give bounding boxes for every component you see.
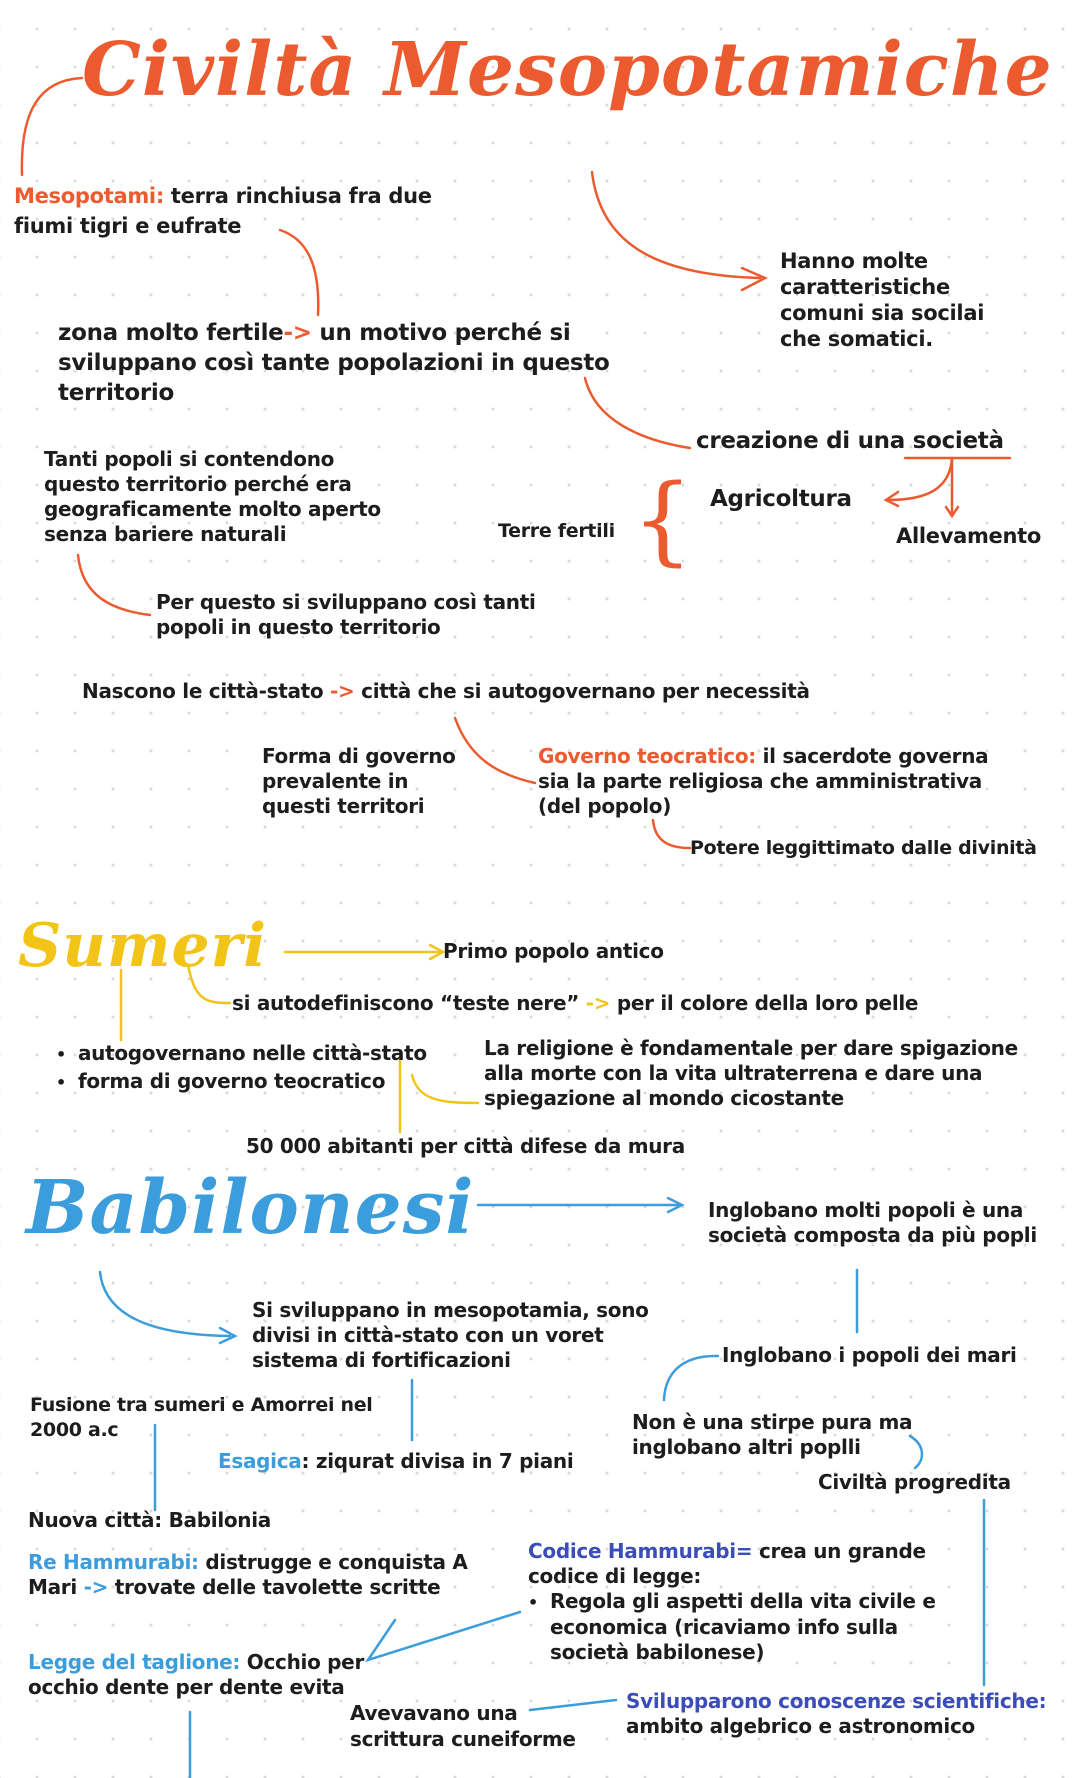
- arrow-icon: ->: [283, 320, 312, 346]
- contend-line: questo territorio perché era: [44, 472, 352, 496]
- inglobano-note: [708, 1198, 1037, 1248]
- traits-note: [780, 248, 984, 352]
- codice-bullet-cont: società babilonese): [550, 1640, 765, 1664]
- codice-line2: codice di legge:: [528, 1564, 702, 1588]
- citystate-text-b: città che si autogovernano per necessità: [354, 679, 810, 703]
- traits-line: Hanno molte: [780, 249, 928, 273]
- nuova-citta: Nuova città: Babilonia: [28, 1508, 271, 1532]
- inglobano-line: Inglobano molti popoli è una: [708, 1198, 1024, 1222]
- society-allevamento: Allevamento: [896, 524, 1041, 548]
- intro-definition: [14, 183, 432, 209]
- page-title: Civiltà Mesopotamiche: [82, 27, 1053, 113]
- fusione-line: 2000 a.c: [30, 1419, 119, 1441]
- intro-def-line2: fiumi tigri e eufrate: [14, 214, 242, 238]
- scrittura-line: Avevavano una: [350, 1701, 518, 1725]
- sumeri-autodef-b: per il colore della loro pelle: [610, 991, 919, 1015]
- fusione-note: [30, 1393, 373, 1443]
- fertile-line2: sviluppano così tante popolazioni in questo: [58, 350, 610, 376]
- traits-line: che somatici.: [780, 327, 933, 351]
- society-title: creazione di una società: [696, 428, 1004, 454]
- potere-note: Potere leggittimato dalle divinità: [690, 837, 1037, 859]
- society-agricoltura: Agricoltura: [710, 486, 852, 512]
- esagica-term: Esagica: [218, 1449, 302, 1473]
- contend-line: senza bariere naturali: [44, 522, 287, 546]
- traits-line: comuni sia socilai: [780, 301, 985, 325]
- intro-term: Mesopotami:: [14, 184, 164, 208]
- re-line2: [28, 1574, 440, 1600]
- contend-line: geograficamente molto aperto: [44, 497, 381, 521]
- citystate-text-a: Nascono le città-stato: [82, 679, 331, 703]
- stirpe-line: Non è una stirpe pura ma: [632, 1410, 913, 1434]
- citystate-line: [82, 678, 810, 704]
- sumeri-autodef-a: si autodefiniscono “teste nere”: [232, 991, 586, 1015]
- re-text: distrugge e conquista A: [198, 1550, 468, 1574]
- codice-bullet: [528, 1589, 936, 1615]
- sumeri-autodef: [232, 990, 918, 1016]
- develop-line: Per questo si sviluppano così tanti: [156, 590, 536, 614]
- brace-icon: {: [632, 464, 694, 576]
- fertile-text-a: zona molto fertile: [58, 320, 284, 346]
- sviluppano-line: Si sviluppano in mesopotamia, sono: [252, 1298, 649, 1322]
- religione-note: [484, 1036, 1018, 1111]
- list-item: • forma di governo teocratico: [56, 1068, 427, 1096]
- fertile-text-b: un motivo perché si: [311, 320, 571, 346]
- teocratico-term: Governo teocratico:: [538, 744, 756, 768]
- re-text-b: trovate delle tavolette scritte: [108, 1575, 441, 1599]
- teocratico-text: il sacerdote governa: [755, 744, 989, 768]
- develop-note: [156, 590, 536, 640]
- fusione-line: Fusione tra sumeri e Amorrei nel: [30, 1394, 373, 1416]
- babilonesi-header: Babilonesi: [26, 1165, 475, 1251]
- scrittura-note: [350, 1700, 576, 1752]
- esagica-note: [218, 1448, 573, 1474]
- legge-text: Occhio per: [240, 1650, 365, 1674]
- teocratico-line3: (del popolo): [538, 794, 672, 818]
- sviluppano-line: sistema di fortificazioni: [252, 1348, 511, 1372]
- re-text-a: Mari: [28, 1575, 84, 1599]
- esagica-text: : ziqurat divisa in 7 piani: [301, 1449, 574, 1473]
- religione-line: La religione è fondamentale per dare spigazione: [484, 1036, 1018, 1060]
- forma-line: questi territori: [262, 794, 425, 818]
- stirpe-line: inglobano altri poplli: [632, 1435, 861, 1459]
- codice-text: crea un grande: [752, 1539, 926, 1563]
- progredita-note: Civiltà progredita: [818, 1470, 1011, 1494]
- sumeri-header: Sumeri: [18, 911, 268, 981]
- codice-term: Codice Hammurabi=: [528, 1539, 753, 1563]
- arrow-icon: ->: [330, 679, 355, 703]
- religione-line: spiegazione al mondo cicostante: [484, 1086, 844, 1110]
- legge-line2: occhio dente per dente evita: [28, 1675, 345, 1699]
- inglobano-line: società composta da più popli: [708, 1223, 1037, 1247]
- religione-line: alla morte con la vita ultraterrena e dare una: [484, 1061, 983, 1085]
- forma-line: prevalente in: [262, 769, 409, 793]
- codice-line1: [528, 1538, 926, 1564]
- list-item: • Regola gli aspetti della vita civile e: [528, 1589, 936, 1615]
- legge-line1: [28, 1649, 364, 1675]
- re-line1: [28, 1549, 468, 1575]
- fertile-line3: territorio: [58, 380, 174, 406]
- arrow-icon: ->: [585, 991, 611, 1015]
- scienze-line2: ambito algebrico e astronomico: [626, 1714, 975, 1738]
- traits-line: caratteristiche: [780, 275, 950, 299]
- stirpe-note: [632, 1410, 912, 1460]
- contend-line: Tanti popoli si contendono: [44, 447, 335, 471]
- contend-note: [44, 447, 381, 547]
- society-terre: Terre fertili: [498, 520, 615, 542]
- legge-term: Legge del taglione:: [28, 1650, 241, 1674]
- scienze-term: Svilupparono conoscenze scientifiche:: [626, 1689, 1047, 1713]
- develop-line: popoli in questo territorio: [156, 615, 441, 639]
- intro-def-line1: terra rinchiusa fra due: [163, 184, 432, 208]
- codice-bullet-cont: economica (ricaviamo info sulla: [550, 1615, 898, 1639]
- sumeri-abitanti: 50 000 abitanti per città difese da mura: [246, 1134, 685, 1158]
- scrittura-line: scrittura cuneiforme: [350, 1727, 576, 1751]
- sumeri-bullets: [56, 1040, 427, 1096]
- sviluppano-line: divisi in città-stato con un voret: [252, 1323, 604, 1347]
- fertile-line1: [58, 320, 571, 346]
- teocratico-line2: sia la parte religiosa che amministrativa: [538, 769, 982, 793]
- teocratico-line1: [538, 743, 988, 769]
- forma-line: Forma di governo: [262, 744, 456, 768]
- forma-note: [262, 744, 456, 819]
- sviluppano-note: [252, 1298, 649, 1373]
- re-term: Re Hammurabi:: [28, 1550, 199, 1574]
- list-item: • autogovernano nelle città-stato: [56, 1040, 427, 1068]
- arrow-icon: ->: [83, 1575, 109, 1599]
- sumeri-primo: Primo popolo antico: [443, 939, 664, 963]
- mari-note: Inglobano i popoli dei mari: [722, 1343, 1017, 1367]
